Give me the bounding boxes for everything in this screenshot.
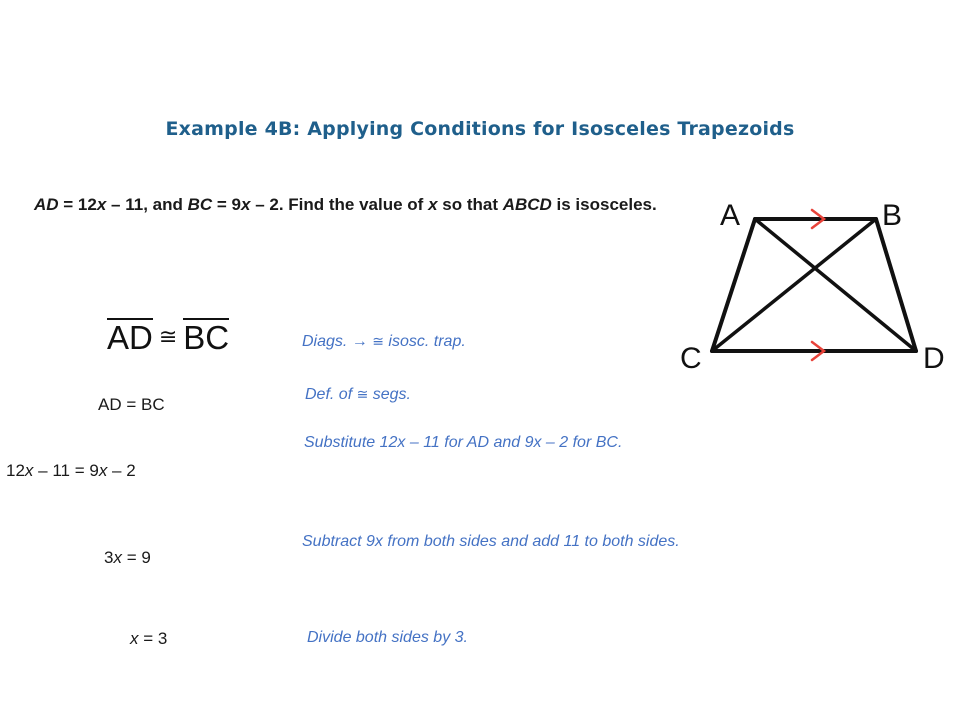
slide-title: Example 4B: Applying Conditions for Isosceles Trapezoids [165,118,795,140]
step-text: 12 [6,461,25,480]
vertex-label-a: A [720,199,741,232]
reason-text: Def. of [305,386,357,403]
reason-divide: Divide both sides by 3. [307,629,468,646]
arrow-icon: → [351,333,368,350]
segment-bc-overline: BC [183,319,230,356]
step-x-equals-3 [130,629,167,649]
step-text: – 11 = 9 [33,461,99,480]
step-text: = 9 [121,548,151,567]
variable-x: x [241,195,251,214]
variable-x: x [98,461,108,480]
variable-x: x [96,195,107,214]
congruent-symbol: ≅ [372,333,384,349]
segment-bc: BC [187,195,213,214]
problem-text: – 2. Find the value of [250,195,429,214]
problem-text: = 12 [58,195,97,214]
reason-text: segs. [368,386,411,403]
reason-subtract-add: Subtract 9x from both sides and add 11 to both sides. [302,533,680,550]
trapezoid-diagram [672,193,954,373]
congruence-statement [107,318,229,357]
problem-text: so that [437,195,503,214]
vertex-label-b: B [882,199,903,232]
reason-diagonals [302,333,466,351]
reason-text: isosc. trap. [383,333,466,350]
step-ad-equals-bc: AD = BC [98,395,165,414]
vertex-label-c: C [680,342,702,373]
reason-text: Diags. [302,333,352,350]
problem-text: = 9 [212,195,241,214]
step-text: – 2 [107,461,136,480]
step-text: 3 [104,548,114,567]
variable-x: x [428,195,438,214]
variable-x: x [24,461,34,480]
variable-x: x [130,629,139,648]
segment-ad-overline: AD [107,319,153,356]
vertex-label-d: D [923,342,945,373]
congruent-symbol: ≅ [158,324,178,350]
congruent-symbol: ≅ [356,386,369,402]
problem-text: is isosceles. [551,195,657,214]
variable-x: x [113,548,122,567]
trapezoid-name: ABCD [502,195,552,214]
problem-text: – 11, and [106,195,188,214]
step-3x-equals-9 [104,548,151,568]
step-text: = 3 [138,629,168,648]
problem-statement [34,192,694,218]
reason-def-congruent-segs [305,386,411,404]
step-equation [6,461,136,481]
segment-ad: AD [34,195,59,214]
reason-substitute: Substitute 12x – 11 for AD and 9x – 2 for BC. [304,434,623,451]
